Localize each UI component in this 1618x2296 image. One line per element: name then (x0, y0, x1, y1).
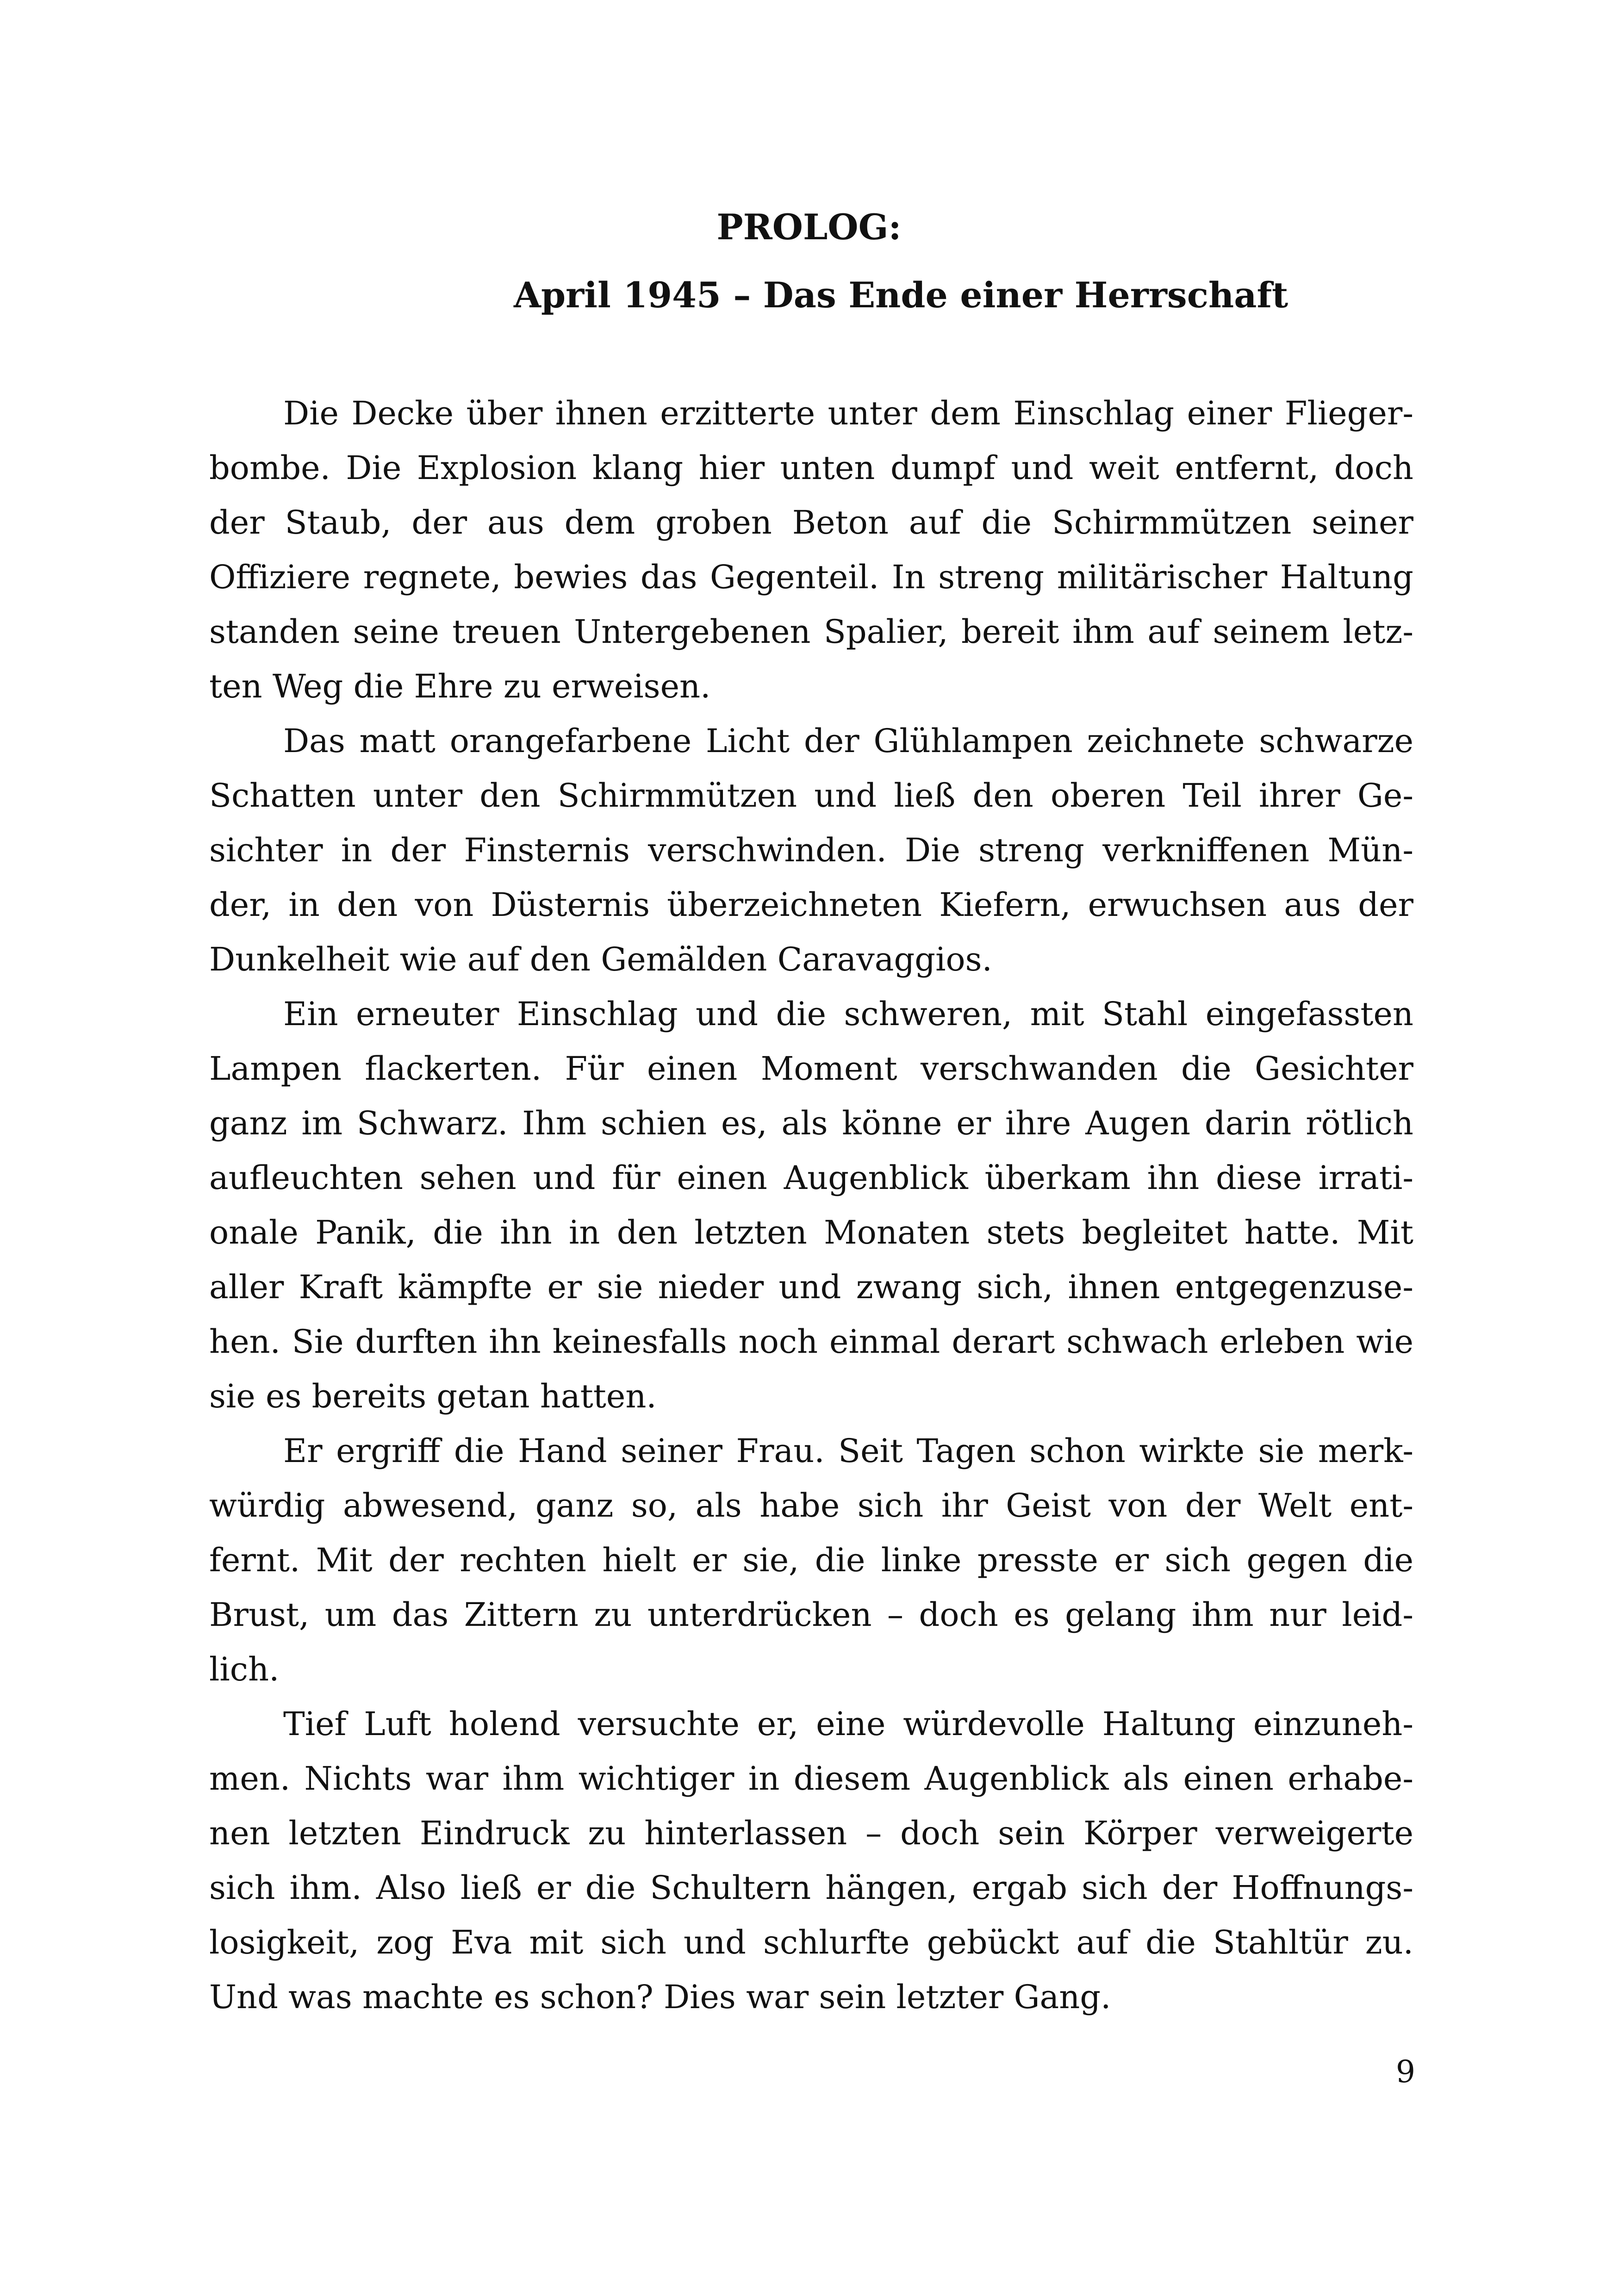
text-line: losigkeit, zog Eva mit sich und schlurfte gebückt auf die Stahltür zu. (209, 1923, 1413, 1961)
text-line: der, in den von Düsternis überzeichneten Kiefern, erwuchsen aus der (209, 886, 1413, 924)
text-line: bombe. Die Explosion klang hier unten dumpf und weit entfernt, doch (209, 449, 1413, 487)
text-line: Er ergriff die Hand seiner Frau. Seit Tagen schon wirkte sie merk- (283, 1432, 1413, 1470)
text-line: onale Panik, die ihn in den letzten Monaten stets begleitet hatte. Mit (209, 1213, 1413, 1251)
text-line: Dunkelheit wie auf den Gemälden Caravaggios. (209, 940, 992, 978)
text-line: ganz im Schwarz. Ihm schien es, als könne er ihre Augen darin rötlich (209, 1104, 1413, 1142)
text-line: fernt. Mit der rechten hielt er sie, die linke presste er sich gegen die (209, 1541, 1413, 1579)
text-line: Brust, um das Zittern zu unterdrücken – doch es gelang ihm nur leid- (209, 1596, 1413, 1634)
chapter-label: PROLOG: (716, 206, 902, 248)
text-line: sichter in der Finsternis verschwinden. Die streng verkniffenen Mün- (209, 831, 1413, 869)
text-line: Die Decke über ihnen erzitterte unter dem Einschlag einer Flieger- (283, 394, 1413, 432)
page-number: 9 (1396, 2054, 1415, 2090)
text-line: aufleuchten sehen und für einen Augenblick überkam ihn diese irrati- (209, 1159, 1413, 1197)
text-line: Und was machte es schon? Dies war sein letzter Gang. (209, 1978, 1111, 2016)
text-line: sich ihm. Also ließ er die Schultern hängen, ergab sich der Hoffnungs- (209, 1869, 1413, 1907)
text-line: würdig abwesend, ganz so, als habe sich ihr Geist von der Welt ent- (209, 1487, 1413, 1524)
text-line: men. Nichts war ihm wichtiger in diesem Augenblick als einen erhabe- (209, 1760, 1413, 1798)
chapter-title: April 1945 – Das Ende einer Herrschaft (514, 274, 1288, 316)
text-line: Tief Luft holend versuchte er, eine würdevolle Haltung einzuneh- (283, 1705, 1413, 1743)
text-line: der Staub, der aus dem groben Beton auf die Schirmmützen seiner (209, 504, 1413, 541)
text-line: lich. (209, 1650, 280, 1688)
text-line: Offiziere regnete, bewies das Gegenteil. In streng militärischer Haltung (209, 558, 1413, 596)
text-line: Ein erneuter Einschlag und die schweren, mit Stahl eingefassten (283, 995, 1413, 1033)
text-line: Das matt orangefarbene Licht der Glühlampen zeichnete schwarze (283, 722, 1413, 760)
text-line: ten Weg die Ehre zu erweisen. (209, 667, 711, 705)
text-line: nen letzten Eindruck zu hinterlassen – doch sein Körper verweigerte (209, 1814, 1413, 1852)
text-line: hen. Sie durften ihn keinesfalls noch einmal derart schwach erleben wie (209, 1323, 1413, 1361)
text-line: aller Kraft kämpfte er sie nieder und zwang sich, ihnen entgegenzuse- (209, 1268, 1413, 1306)
text-line: Lampen flackerten. Für einen Moment verschwanden die Gesichter (209, 1050, 1413, 1088)
text-line: Schatten unter den Schirmmützen und ließ den oberen Teil ihrer Ge- (209, 777, 1413, 815)
text-line: standen seine treuen Untergebenen Spalier, bereit ihm auf seinem letz- (209, 613, 1413, 651)
text-line: sie es bereits getan hatten. (209, 1377, 657, 1415)
